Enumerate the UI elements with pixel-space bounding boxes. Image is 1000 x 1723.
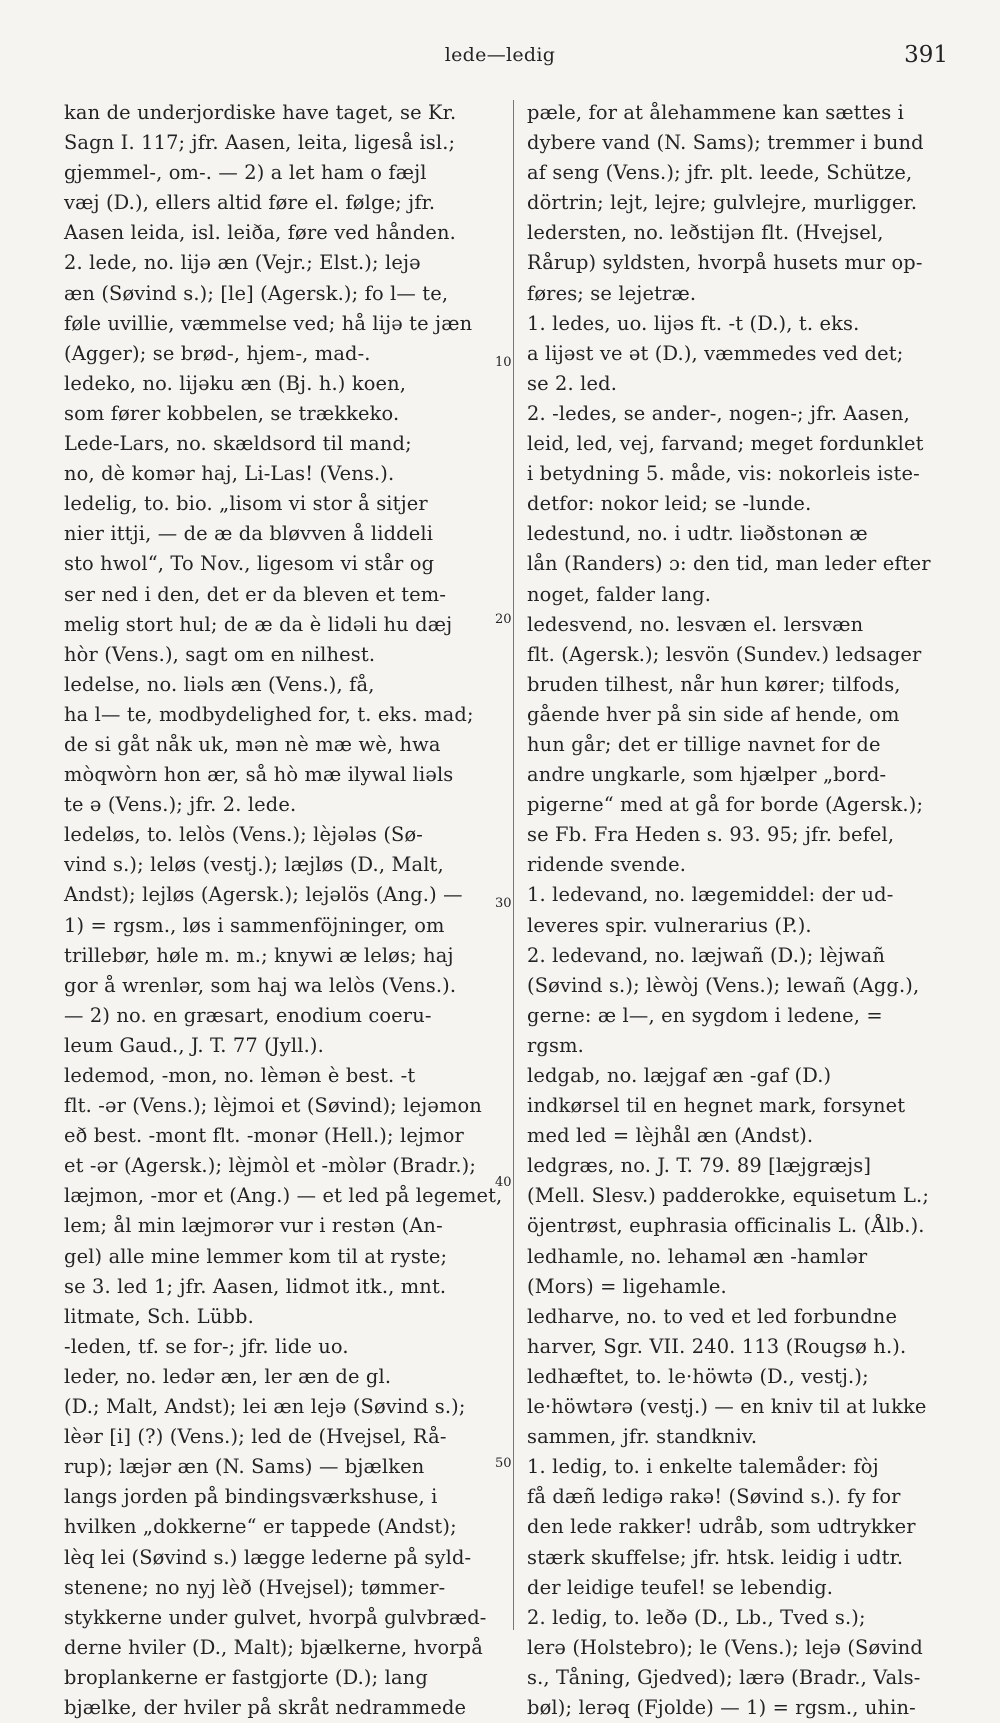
text-line: 1. ledig, to. i enkelte talemåder: fòj [527, 1455, 879, 1479]
text-line: ledgræs, no. J. T. 79. 89 [læjgræjs] [527, 1154, 872, 1178]
text-line: leid, led, vej, farvand; meget fordunklet [527, 432, 924, 456]
text-line: ledharve, no. to ved et led forbundne [527, 1304, 898, 1328]
text-line: gor å wrenlər, som haj wa lelòs (Vens.). [64, 973, 457, 997]
text-line: melig stort hul; de æ da è lidəli hu dæj [64, 612, 453, 636]
text-line: gel) alle mine lemmer kom til at ryste; [64, 1244, 448, 1268]
text-line: lèər [i] (?) (Vens.); led de (Hvejsel, Rå- [64, 1425, 447, 1449]
text-line: -leden, tf. se for-; jfr. lide uo. [64, 1334, 349, 1358]
left-column [64, 98, 510, 1723]
text-line: som fører kobbelen, se trækkeko. [64, 401, 400, 425]
text-line: føres; se lejetræ. [527, 281, 697, 305]
text-line: ledersten, no. leðstijən flt. (Hvejsel, [527, 221, 884, 245]
text-line: flt. -ər (Vens.); lèjmoi et (Søvind); lejəmon [64, 1094, 482, 1118]
text-line: væj (D.), ellers altid føre el. følge; jfr. [64, 191, 436, 215]
text-line: lån (Randers) ɔ: den tid, man leder efter [527, 552, 931, 576]
text-line: 2. ledig, to. leðə (D., Lb., Tved s.); [527, 1605, 866, 1629]
text-line: der leidige teufel! se lebendig. [527, 1575, 834, 1599]
text-line: rup); læjər æn (N. Sams) — bjælken [64, 1455, 425, 1479]
text-line: Sagn I. 117; jfr. Aasen, leita, ligeså isl.; [64, 131, 456, 155]
text-line: sto hwol“, To Nov., ligesom vi står og [64, 552, 435, 576]
text-line: bøl); lerəq (Fjolde) — 1) = rgsm., uhin- [527, 1695, 916, 1719]
text-line: indkørsel til en hegnet mark, forsynet [527, 1094, 906, 1118]
text-line: lem; ål min læjmorər vur i restən (An- [64, 1214, 443, 1238]
text-line: sammen, jfr. standkniv. [527, 1425, 758, 1449]
text-line: ledhamle, no. lehaməl æn -hamlər [527, 1244, 868, 1268]
text-line: ledelse, no. liəls æn (Vens.), få, [64, 672, 375, 696]
text-line: 1. ledevand, no. lægemiddel: der ud- [527, 883, 894, 907]
text-line: noget, falder lang. [527, 582, 712, 606]
text-line: 2. ledevand, no. læjwañ (D.); lèjwañ [527, 943, 885, 967]
text-line: ridende svende. [527, 853, 687, 877]
text-line: lèq lei (Søvind s.) lægge lederne på syld- [64, 1545, 472, 1569]
text-line: Aasen leida, isl. leiða, føre ved hånden. [64, 221, 456, 245]
text-line: leveres spir. vulnerarius (P.). [527, 913, 812, 937]
text-line: hòr (Vens.), sagt om en nilhest. [64, 642, 376, 666]
text-line: stykkerne under gulvet, hvorpå gulvbræd- [64, 1605, 487, 1629]
text-line: dybere vand (N. Sams); tremmer i bund [527, 131, 924, 155]
text-line: — 2) no. en græsart, enodium coeru- [64, 1003, 432, 1027]
text-line: no, dè komər haj, Li-Las! (Vens.). [64, 462, 395, 486]
text-line: leder, no. ledər æn, ler æn de gl. [64, 1364, 392, 1388]
text-line: eð best. -mont flt. -monər (Hell.); lejmor [64, 1124, 464, 1148]
column-divider [513, 100, 514, 1630]
text-line: ledemod, -mon, no. lèmən è best. -t [64, 1064, 416, 1087]
text-line: ha l— te, modbydelighed for, t. eks. mad; [64, 702, 474, 726]
text-line: (Søvind s.); lèwòj (Vens.); lewañ (Agg.), [527, 973, 920, 997]
text-line: a lijəst ve ət (D.), væmmedes ved det; [527, 341, 904, 365]
text-line: ledgab, no. læjgaf æn -gaf (D.) [527, 1064, 832, 1087]
text-line: føle uvillie, væmmelse ved; hå lijə te jæn [64, 311, 473, 335]
text-line: få dæñ ledigə rakə! (Søvind s.). fy for [527, 1485, 901, 1509]
text-line: s., Tåning, Gjedved); lærə (Bradr., Vals- [527, 1665, 921, 1689]
text-line: den lede rakker! udråb, som udtrykker [527, 1515, 916, 1539]
text-line: 1) = rgsm., løs i sammenföjninger, om [64, 913, 445, 937]
text-line: derne hviler (D., Malt); bjælkerne, hvorpå [64, 1635, 483, 1659]
text-line: pæle, for at ålehammene kan sættes i [527, 101, 905, 124]
text-line: leum Gaud., J. T. 77 (Jyll.). [64, 1033, 324, 1057]
text-line: med led = lèjhål æn (Andst). [527, 1124, 814, 1148]
text-line: lerə (Holstebro); le (Vens.); lejə (Søvind [527, 1635, 923, 1659]
text-line: 2. lede, no. lijə æn (Vejr.; Elst.); lejə [64, 251, 421, 275]
text-line: ledeløs, to. lelòs (Vens.); lèjələs (Sø- [64, 823, 423, 847]
text-line: kan de underjordiske have taget, se Kr. [64, 101, 457, 124]
text-line: ledelig, to. bio. „lisom vi stor å sitjer [64, 492, 428, 516]
text-line: andre ungkarle, som hjælper „bord- [527, 763, 887, 787]
text-line: (Agger); se brød-, hjem-, mad-. [64, 341, 371, 365]
line-number: 10 [495, 355, 512, 370]
text-line: litmate, Sch. Lübb. [64, 1304, 254, 1328]
text-line: trillebør, høle m. m.; knywi æ leløs; haj [64, 943, 454, 967]
text-line: hvilken „dokkerne“ er tappede (Andst); [64, 1515, 457, 1539]
text-line: broplankerne er fastgjorte (D.); lang [64, 1665, 428, 1689]
text-line: Rårup) syldsten, hvorpå husets mur op- [527, 251, 923, 275]
text-line: flt. (Agersk.); lesvön (Sundev.) ledsager [527, 642, 922, 666]
text-line: ledhæftet, to. le·höwtə (D., vestj.); [527, 1364, 869, 1388]
line-number: 40 [495, 1175, 512, 1190]
text-line: i betydning 5. måde, vis: nokorleis iste- [527, 462, 920, 486]
text-line: pigerne“ med at gå for borde (Agersk.); [527, 793, 924, 817]
text-line: nier ittji, — de æ da bløvven å liddeli [64, 522, 434, 546]
text-line: 2. -ledes, se ander-, nogen-; jfr. Aasen, [527, 401, 910, 425]
text-line: se Fb. Fra Heden s. 93. 95; jfr. befel, [527, 823, 895, 847]
line-number: 20 [495, 612, 512, 627]
text-line: se 2. led. [527, 371, 618, 395]
right-column [527, 98, 965, 1723]
text-line: ser ned i den, det er da bleven et tem- [64, 582, 447, 606]
text-line: detfor: nokor leid; se -lunde. [527, 492, 812, 516]
text-line: le·höwtərə (vestj.) — en kniv til at lukke [527, 1395, 927, 1419]
text-line: rgsm. [527, 1033, 584, 1057]
page-number: 391 [904, 42, 948, 68]
text-line: læjmon, -mor et (Ang.) — et led på legemet, [64, 1184, 503, 1208]
text-line: mòqwòrn hon ær, så hò mæ ilywal liəls [64, 763, 454, 787]
text-line: af seng (Vens.); jfr. plt. leede, Schütze, [527, 161, 913, 185]
text-line: dörtrin; lejt, lejre; gulvlejre, murligger. [527, 191, 918, 215]
text-line: 1. ledes, uo. lijəs ft. -t (D.), t. eks. [527, 311, 860, 335]
text-line: gående hver på sin side af hende, om [527, 702, 900, 726]
text-line: hun går; det er tillige navnet for de [527, 732, 881, 756]
text-line: öjentrøst, euphrasia officinalis L. (Ålb.). [527, 1214, 925, 1238]
text-line: Andst); lejløs (Agersk.); lejəlös (Ang.) — [64, 883, 463, 907]
text-line: ledestund, no. i udtr. liəðstonən æ [527, 522, 868, 546]
text-line: gerne: æ l—, en sygdom i ledene, = [527, 1003, 883, 1027]
text-line: æn (Søvind s.); [le] (Agersk.); fo l— te, [64, 281, 449, 305]
text-line: bjælke, der hviler på skråt nedrammede [64, 1695, 467, 1719]
text-line: stærk skuffelse; jfr. htsk. leidig i udtr. [527, 1545, 904, 1569]
text-line: harver, Sgr. VII. 240. 113 (Rougsø h.). [527, 1334, 907, 1358]
text-line: stenene; no nyj lèð (Hvejsel); tømmer- [64, 1575, 446, 1599]
text-line: (Mors) = ligehamle. [527, 1274, 727, 1298]
text-line: ledeko, no. lijəku æn (Bj. h.) koen, [64, 371, 407, 395]
text-line: et -ər (Agersk.); lèjmòl et -mòlər (Bradr.); [64, 1154, 477, 1178]
text-line: ledesvend, no. lesvæn el. lersvæn [527, 612, 864, 636]
text-line: se 3. led 1; jfr. Aasen, lidmot itk., mnt. [64, 1274, 447, 1298]
text-line: (Mell. Slesv.) padderokke, equisetum L.; [527, 1184, 930, 1208]
text-line: (D.; Malt, Andst); lei æn lejə (Søvind s.); [64, 1395, 466, 1419]
text-line: de si gåt nåk uk, mən nè mæ wè, hwa [64, 732, 441, 756]
text-line: gjemmel-, om-. — 2) a let ham o fæjl [64, 161, 427, 185]
text-line: te ə (Vens.); jfr. 2. lede. [64, 793, 297, 817]
line-number: 30 [495, 896, 512, 911]
line-number: 50 [495, 1456, 512, 1471]
running-header: lede—ledig [444, 44, 556, 66]
text-line: bruden tilhest, når hun kører; tilfods, [527, 672, 901, 696]
text-line: langs jorden på bindingsværkshuse, i [64, 1485, 438, 1509]
text-line: Lede-Lars, no. skældsord til mand; [64, 432, 412, 456]
text-line: vind s.); leløs (vestj.); læjløs (D., Malt, [64, 853, 444, 877]
